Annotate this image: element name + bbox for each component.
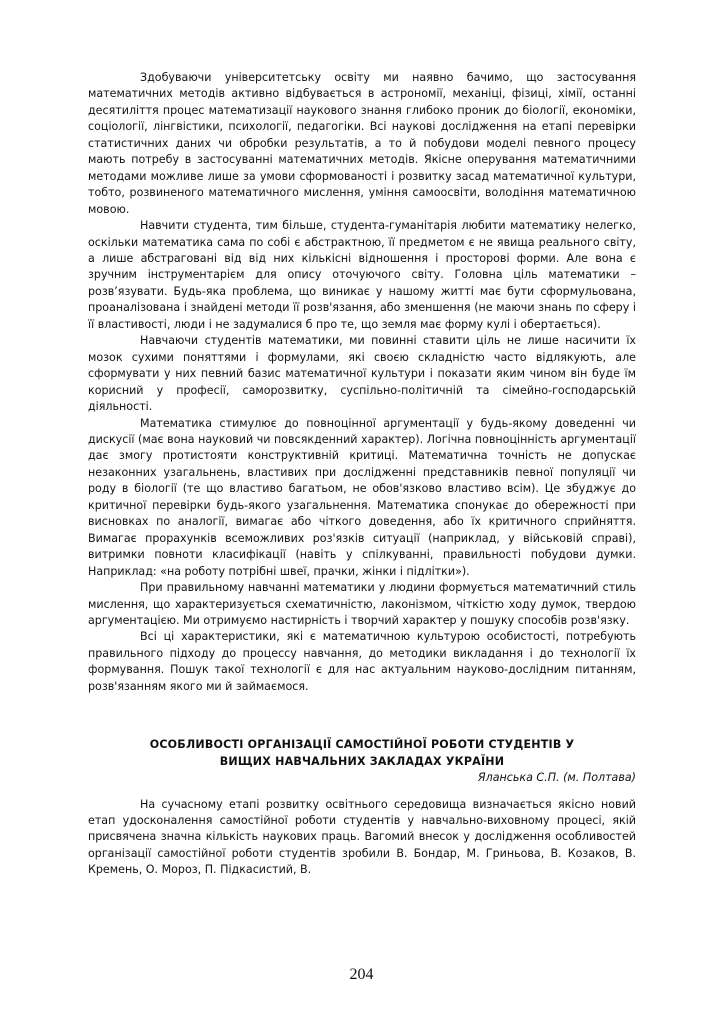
body-paragraph-3: Навчаючи студентів математики, ми повинні ставити ціль не лише насичити їх мозок сухими поняттями і формулами, які своєю складністю часто відлякують, але сформувати у них певний базис математичної культури і показати яким чином він буде їм корисний у професії, саморозвитку, суспільно-політичній та сімейно-господарській діяльності. — [88, 334, 636, 414]
article-title-line-2: ВИЩИХ НАВЧАЛЬНИХ ЗАКЛАДАХ УКРАЇНИ — [219, 754, 505, 768]
article-title-line-1: ОСОБЛИВОСТІ ОРГАНІЗАЦІЇ САМОСТІЙНОЇ РОБОТИ СТУДЕНТІВ У — [149, 738, 575, 752]
document-page — [88, 70, 636, 879]
body-paragraph-1: Здобуваючи університетську освіту ми наявно бачимо, що застосування математичних методів активно відбувається в астрономії, механіці, фізиці, хімії, останні десятиліття процес математизації наукового знання глибоко проник до біології, економіки, соціології, лінгвістики, психології, педагогіки. Всі наукові дослідження на етапі перевірки статистичних даних чи обробки результатів, а то й побудови моделі певного процесу мають потребу в застосуванні математичних методів. Якісне оперування математичними методами можливе лише за умови сформованості і розвитку засад математичної культури, тобто, розвиненого математичного мислення, уміння самоосвіти, володіння математичною мовою. — [88, 71, 636, 216]
body-paragraph-6: Всі ці характеристики, які є математичною культурою особистості, потребують правильного підходу до процессу навчання, до методики викладання і до технології їх формування. Пошук такої технології є для нас актуальним науково-дослідним питанням, розв'язанням якого ми й займаємося. — [88, 630, 636, 693]
body-paragraph-2: Навчити студента, тим більше, студента-гуманітарія любити математику нелегко, оскільки математика сама по собі є абстрактною, її предметом є не явища реального світу, а лише абстраговані від від них кількісні відношення і просторові форми. Але вона є зручним інструментарієм для опису оточуючого світу. Головна ціль математики – розв’язувати. Будь-яка проблема, що виникає у нашому житті має бути сформульована, проаналізована і знайдені методи її розв'язання, або зменшення (не маючи знань по сферу і її властивості, люди і не задумалися б про те, що земля має форму кулі і обертається). — [88, 219, 636, 331]
article-author: Яланська С.П. (м. Полтава) — [477, 771, 636, 785]
body-paragraph-4: Математика стимулює до повноцінної аргументації у будь-якому доведенні чи дискусії (має вона науковий чи повсякденний характер). Логічна повноцінність аргументації дає змогу протистояти конструктивній критиці. Математична точність не допускає незаконних узагальнень, властивих при дослідженні представників певної популяції чи роду в біології (те що властиво багатьом, не обов'язково властиво всім). Це збуджує до критичної перевірки будь-якого узагальнення. Математика спонукає до обережності при висновках по аналогії, вимагає або чіткого доведення, або їх критичного сприйняття. Вимагає прорахунків всеможливих роз'язків ситуації (наприклад, у військовій справі), витримки повноти класифікації (навіть у спілкуванні, правильності побудови думки. Наприклад: «на роботу потрібні швеї, прачки, жінки і підлітки»). — [88, 416, 636, 578]
article-title — [88, 737, 636, 770]
body-paragraph-5: При правильному навчанні математики у людини формується математичний стиль мислення, що характеризується схематичністю, лаконізмом, чіткістю ходу думок, твердою аргументацією. Ми отримуємо настирність і творчий характер у пошуку способів розв'язку. — [88, 581, 636, 627]
page-number: 204 — [349, 966, 374, 983]
article-intro-paragraph: На сучасному етапі розвитку освітнього середовища визначається якісно новий етап удосконалення самостійної роботи студентів у навчально-виховному процесі, якій присвячена значна кількість наукових праць. Вагомий внесок у дослідження особливостей організації самостійної роботи студентів зробили В. Бондар, М. Гриньова, В. Козаков, В. Кремень, О. Мороз, П. Підкасистий, В. — [88, 797, 636, 877]
